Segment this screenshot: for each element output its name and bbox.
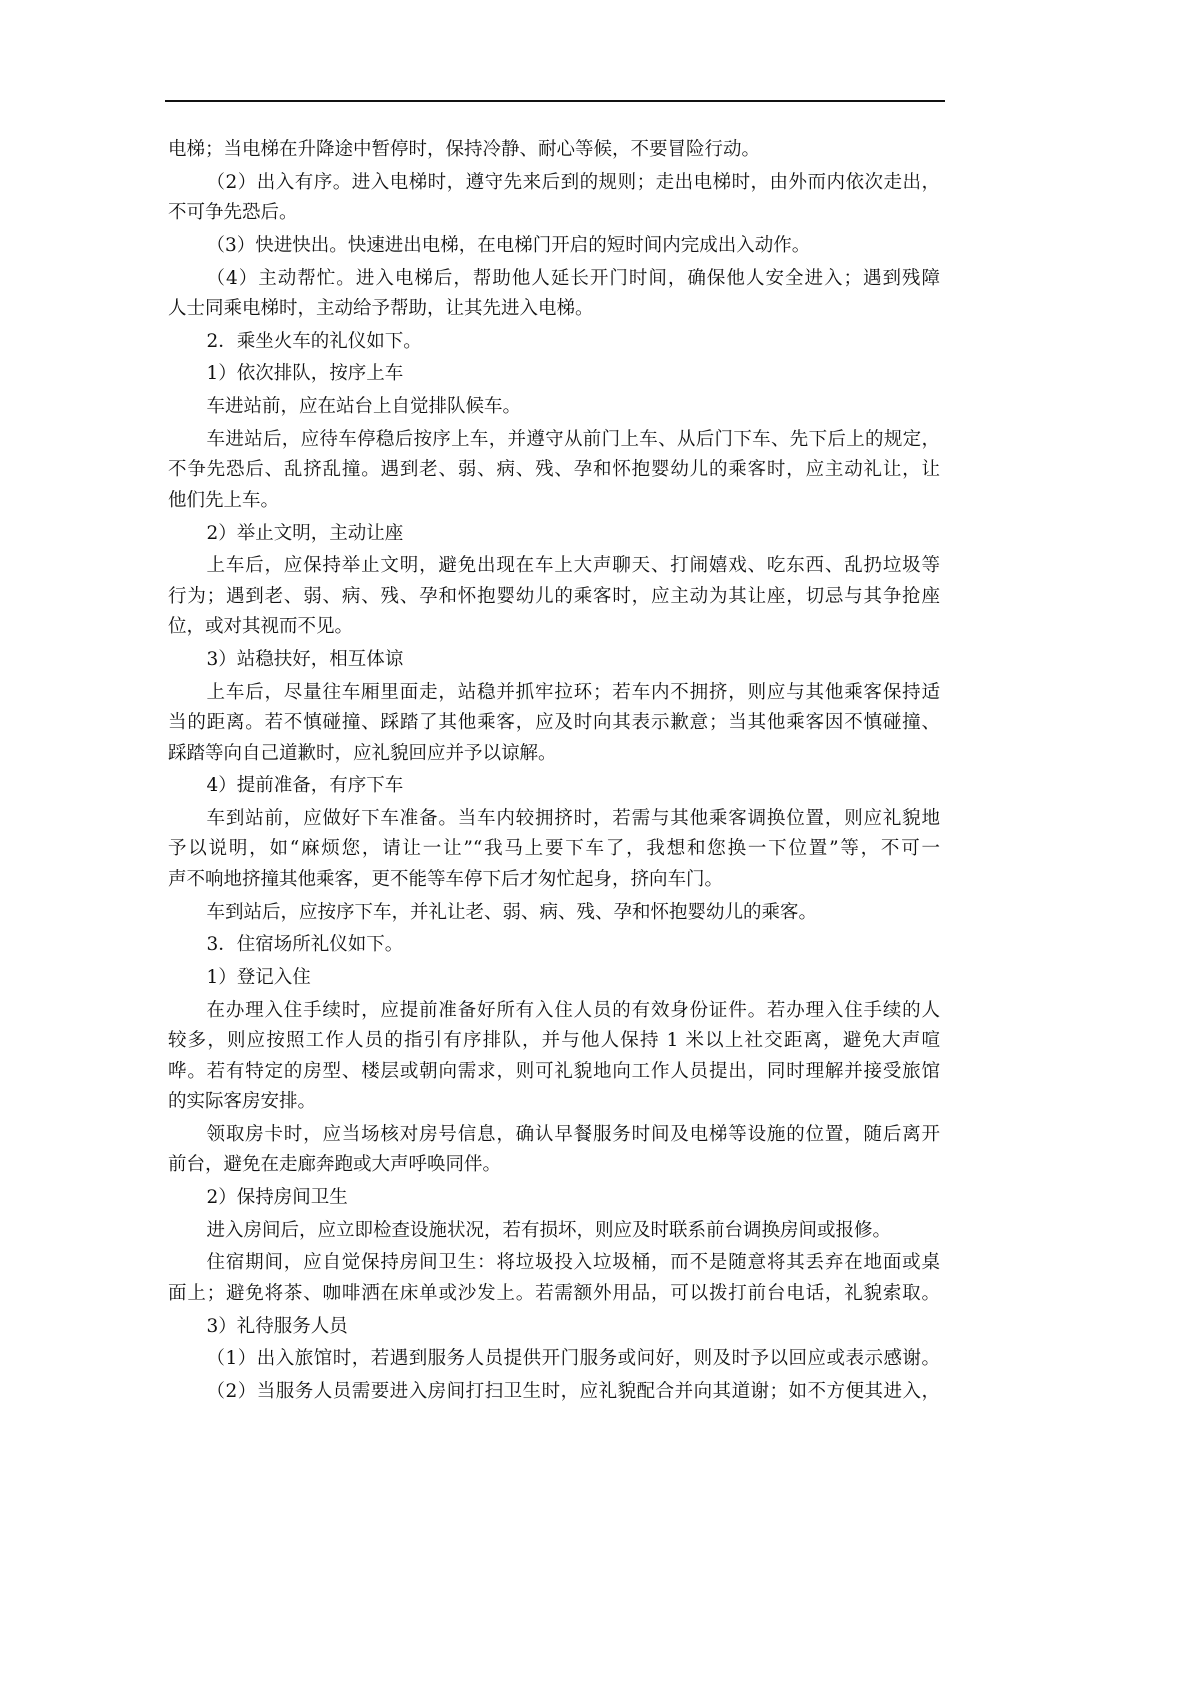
- list-item: [168, 264, 940, 325]
- list-item: [168, 231, 940, 262]
- text-line: 行为；遇到老、弱、病、残、孕和怀抱婴幼儿的乘客时，应主动为其让座，切忌与其争抢座: [168, 585, 940, 607]
- subsection-heading: [168, 1312, 940, 1343]
- text-line: 车到站后，应按序下车，并礼让老、弱、病、残、孕和怀抱婴幼儿的乘客。: [206, 901, 818, 923]
- subsection-heading: [168, 1183, 940, 1214]
- subsection-heading: [168, 645, 940, 676]
- list-item: [168, 1344, 940, 1375]
- body-paragraph: [168, 1216, 940, 1247]
- text-line: 3）礼待服务人员: [206, 1315, 348, 1337]
- text-line: 予以说明，如“麻烦您，请让一让”“我马上要下车了，我想和您换一下位置”等，不可一: [168, 838, 940, 860]
- text-line: 4）提前准备，有序下车: [206, 775, 404, 797]
- subsection-heading: [168, 519, 940, 550]
- section-heading: [168, 327, 940, 358]
- body-paragraph: [168, 1120, 940, 1181]
- text-line: 人士同乘电梯时，主动给予帮助，让其先进入电梯。: [168, 298, 594, 320]
- header-rule: [165, 100, 945, 102]
- text-line: 上车后，应保持举止文明，避免出现在车上大声聊天、打闹嬉戏、吃东西、乱扔垃圾等: [206, 555, 940, 577]
- section-heading: [168, 930, 940, 961]
- text-line: 不争先恐后、乱挤乱撞。遇到老、弱、病、残、孕和怀抱婴幼儿的乘客时，应主动礼让，让: [168, 459, 940, 481]
- list-item: [168, 168, 940, 229]
- text-line: 上车后，尽量往车厢里面走，站稳并抓牢拉环；若车内不拥挤，则应与其他乘客保持适: [206, 681, 940, 703]
- text-line: 3）站稳扶好，相互体谅: [206, 648, 404, 670]
- body-paragraph: [168, 804, 940, 896]
- text-line: 车进站前，应在站台上自觉排队候车。: [206, 396, 522, 418]
- text-line: 3．住宿场所礼仪如下。: [206, 934, 404, 956]
- text-line: 在办理入住手续时，应提前准备好所有入住人员的有效身份证件。若办理入住手续的人: [206, 999, 940, 1021]
- text-line: 的实际客房安排。: [168, 1091, 317, 1113]
- subsection-heading: [168, 359, 940, 390]
- text-line: 领取房卡时，应当场核对房号信息，确认早餐服务时间及电梯等设施的位置，随后离开: [206, 1123, 940, 1145]
- text-line: （4）主动帮忙。进入电梯后，帮助他人延长开门时间，确保他人安全进入；遇到残障: [206, 267, 940, 289]
- text-line: 1）依次排队，按序上车: [206, 363, 404, 385]
- body-paragraph: [168, 425, 940, 517]
- text-line: 前台，避免在走廊奔跑或大声呼唤同伴。: [168, 1154, 502, 1176]
- text-line: 不可争先恐后。: [168, 202, 298, 224]
- text-line: 当的距离。若不慎碰撞、踩踏了其他乘客，应及时向其表示歉意；当其他乘客因不慎碰撞、: [168, 712, 940, 734]
- text-line: 踩踏等向自己道歉时，应礼貌回应并予以谅解。: [168, 742, 557, 764]
- body-text: [168, 135, 940, 1408]
- text-line: （2）当服务人员需要进入房间打扫卫生时，应礼貌配合并向其道谢；如不方便其进入，: [206, 1381, 940, 1402]
- text-line: 位，或对其视而不见。: [168, 616, 354, 638]
- text-line: 哗。若有特定的房型、楼层或朝向需求，则可礼貌地向工作人员提出，同时理解并接受旅馆: [168, 1060, 940, 1082]
- subsection-heading: [168, 963, 940, 994]
- continuation-paragraph: [168, 135, 940, 166]
- text-line: 进入房间后，应立即检查设施状况，若有损坏，则应及时联系前台调换房间或报修。: [206, 1219, 892, 1241]
- text-line: 电梯；当电梯在升降途中暂停时，保持冷静、耐心等候，不要冒险行动。: [168, 139, 761, 160]
- text-line: 车到站前，应做好下车准备。当车内较拥挤时，若需与其他乘客调换位置，则应礼貌地: [206, 807, 940, 829]
- body-paragraph: [168, 551, 940, 643]
- body-paragraph: [168, 996, 940, 1118]
- body-paragraph: [168, 1248, 940, 1309]
- text-line: 2）保持房间卫生: [206, 1187, 348, 1209]
- list-item: [168, 1377, 940, 1408]
- text-line: 声不响地挤撞其他乘客，更不能等车停下后才匆忙起身，挤向车门。: [168, 868, 724, 890]
- body-paragraph: [168, 678, 940, 770]
- body-paragraph: [168, 392, 940, 423]
- text-line: 住宿期间，应自觉保持房间卫生：将垃圾投入垃圾桶，而不是随意将其丢弃在地面或桌: [206, 1252, 940, 1274]
- text-line: （3）快进快出。快速进出电梯，在电梯门开启的短时间内完成出入动作。: [206, 234, 811, 256]
- text-line: （1）出入旅馆时，若遇到服务人员提供开门服务或问好，则及时予以回应或表示感谢。: [206, 1348, 940, 1370]
- text-line: 较多，则应按照工作人员的指引有序排队，并与他人保持 1 米以上社交距离，避免大声喧: [168, 1030, 940, 1052]
- text-line: 面上；避免将茶、咖啡洒在床单或沙发上。若需额外用品，可以拨打前台电话，礼貌索取。: [168, 1282, 940, 1304]
- text-line: 1）登记入住: [206, 967, 311, 988]
- subsection-heading: [168, 771, 940, 802]
- text-line: 车进站后，应待车停稳后按序上车，并遵守从前门上车、从后门下车、先下后上的规定，: [206, 428, 940, 450]
- body-paragraph: [168, 898, 940, 929]
- text-line: 2）举止文明，主动让座: [206, 522, 404, 544]
- text-line: （2）出入有序。进入电梯时，遵守先来后到的规则；走出电梯时，由外而内依次走出，: [206, 171, 940, 193]
- text-line: 他们先上车。: [168, 489, 280, 511]
- text-line: 2．乘坐火车的礼仪如下。: [206, 330, 422, 352]
